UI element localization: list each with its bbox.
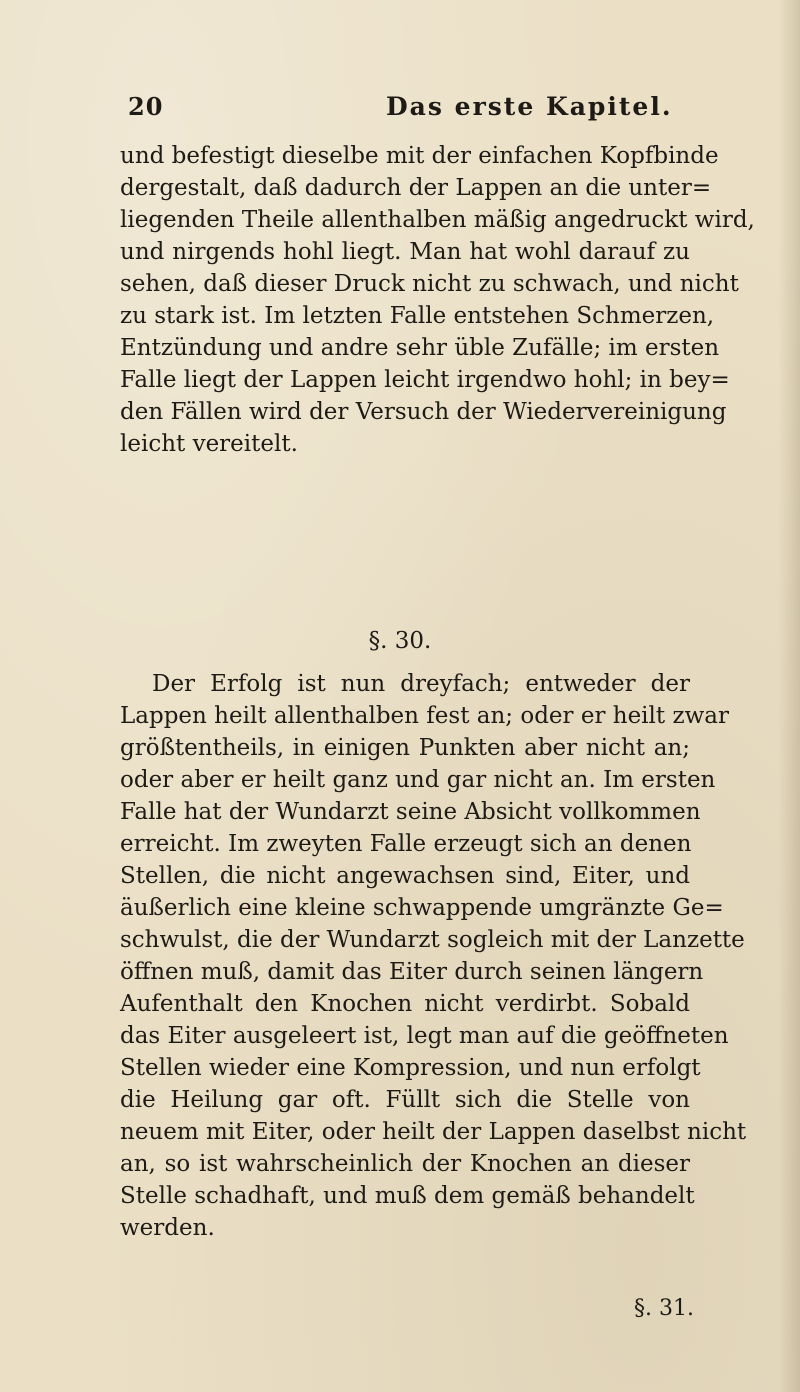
page-header — [128, 92, 688, 132]
page-edge-shadow — [778, 0, 800, 1392]
text-line: Stelle schadhaft, und muß dem gemäß behandelt — [120, 1183, 695, 1209]
text-line: schwulst, die der Wundarzt sogleich mit der Lanzette — [120, 927, 745, 953]
text-line: Aufenthalt den Knochen nicht verdirbt. Sobald — [120, 991, 690, 1017]
text-line: und befestigt dieselbe mit der einfachen Kopfbinde — [120, 143, 719, 169]
text-line: liegenden Theile allenthalben mäßig angedruckt wird, — [120, 207, 755, 233]
text-line: sehen, daß dieser Druck nicht zu schwach, und nicht — [120, 271, 739, 297]
text-line: Falle hat der Wundarzt seine Absicht vollkommen — [120, 799, 701, 825]
text-line: äußerlich eine kleine schwappende umgränzte Ge= — [120, 895, 724, 921]
text-line: Stellen, die nicht angewachsen sind, Eiter, und — [120, 863, 690, 889]
text-line: Entzündung und andre sehr üble Zufälle; im ersten — [120, 335, 720, 361]
running-head: Das erste Kapitel. — [386, 92, 673, 121]
text-line: Falle liegt der Lappen leicht irgendwo hohl; in bey= — [120, 367, 730, 393]
text-line: und nirgends hohl liegt. Man hat wohl darauf zu — [120, 239, 690, 265]
text-line: erreicht. Im zweyten Falle erzeugt sich an denen — [120, 831, 692, 857]
text-line: den Fällen wird der Versuch der Wiedervereinigung — [120, 399, 727, 425]
text-line: öffnen muß, damit das Eiter durch seinen längern — [120, 959, 704, 985]
text-line: das Eiter ausgeleert ist, legt man auf die geöffneten — [120, 1023, 729, 1049]
text-line: die Heilung gar oft. Füllt sich die Stelle von — [120, 1087, 690, 1113]
text-line: größtentheils, in einigen Punkten aber nicht an; — [120, 735, 690, 761]
text-line: an, so ist wahrscheinlich der Knochen an dieser — [120, 1151, 690, 1177]
text-line: leicht vereitelt. — [120, 431, 298, 457]
text-line: Der Erfolg ist nun dreyfach; entweder der — [152, 671, 690, 697]
text-line: neuem mit Eiter, oder heilt der Lappen daselbst nicht — [120, 1119, 747, 1145]
text-line: werden. — [120, 1215, 215, 1241]
catchword: §. 31. — [634, 1296, 694, 1321]
text-line: Lappen heilt allenthalben fest an; oder er heilt zwar — [120, 703, 729, 729]
paragraph-continued — [120, 140, 755, 460]
text-line: dergestalt, daß dadurch der Lappen an die unter= — [120, 175, 712, 201]
text-line: Stellen wieder eine Kompression, und nun erfolgt — [120, 1055, 701, 1081]
section-heading: §. 30. — [368, 628, 432, 654]
text-line: oder aber er heilt ganz und gar nicht an. Im ersten — [120, 767, 716, 793]
text-line: zu stark ist. Im letzten Falle entstehen Schmerzen, — [120, 303, 715, 329]
paragraph-section-30 — [120, 668, 747, 1244]
page-number: 20 — [128, 92, 164, 121]
